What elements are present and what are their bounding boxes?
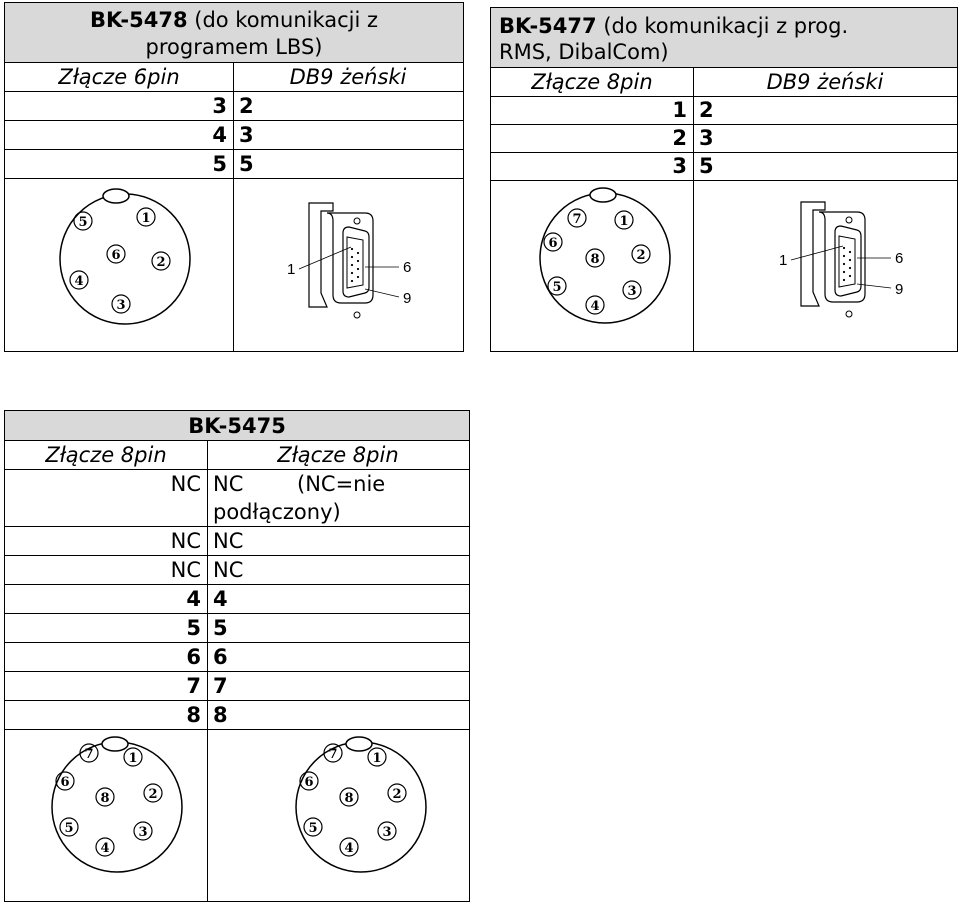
bk5475-pin-left: 7 <box>186 674 201 698</box>
table-row <box>5 150 463 179</box>
pin-label: 6 <box>548 236 558 251</box>
bk5478-pin-left: 5 <box>212 152 227 176</box>
bk5475-table <box>4 410 470 902</box>
bk5478-col-left: Złącze 6pin <box>58 65 180 89</box>
table-row <box>491 153 957 181</box>
bk5477-pin-left: 1 <box>672 98 687 122</box>
bk5478-db9-connector-diagram <box>281 197 431 327</box>
bk5475-col-right: Złącze 8pin <box>277 443 399 467</box>
pin-label: 3 <box>627 284 637 299</box>
db9-label-6: 6 <box>895 250 904 267</box>
table-row <box>5 614 469 643</box>
pin-label: 5 <box>308 821 318 836</box>
pin-label: 5 <box>64 821 74 836</box>
table-row <box>491 97 957 125</box>
bk5475-pin-left: 6 <box>186 645 201 669</box>
bk5478-col-header-row <box>5 63 463 92</box>
bk5475-right-8pin-connector-diagram <box>291 735 431 875</box>
table-row <box>5 672 469 701</box>
bk5478-pin-right: 3 <box>239 123 254 147</box>
bk5475-pin-left: NC <box>170 529 201 553</box>
bk5475-note-1: (NC=nie <box>297 472 386 496</box>
bk5475-pin-left: 4 <box>186 587 201 611</box>
bk5478-pin-left: 3 <box>212 94 227 118</box>
bk5475-col-header-row <box>5 441 469 470</box>
pin-label: 4 <box>344 841 354 856</box>
bk5475-pin-right: 7 <box>213 674 228 698</box>
table-row <box>5 643 469 672</box>
pin-label: 5 <box>78 215 88 230</box>
bk5475-pin-right: 6 <box>213 645 228 669</box>
db9-label-1: 1 <box>287 261 296 278</box>
db9-label-9: 9 <box>895 281 904 298</box>
pin-label: 3 <box>382 825 392 840</box>
pin-label: 1 <box>128 751 138 766</box>
bk5475-left-8pin-connector-diagram <box>47 735 187 875</box>
bk5477-8pin-connector-diagram <box>535 186 675 326</box>
bk5475-pin-left: 5 <box>186 616 201 640</box>
bk5475-title: BK-5475 <box>188 414 286 438</box>
bk5475-pin-left: 8 <box>186 703 201 727</box>
bk5477-pin-right: 5 <box>699 154 714 178</box>
bk5475-header <box>5 411 469 441</box>
pin-label: 2 <box>392 787 402 802</box>
pin-label: 3 <box>116 298 126 313</box>
db9-label-6: 6 <box>403 259 412 276</box>
bk5478-code: BK-5478 <box>89 8 188 32</box>
bk5477-title-rest-1: (do komunikacji z prog. <box>603 14 849 38</box>
pin-label: 6 <box>304 775 314 790</box>
bk5478-title-line-2: programem LBS) <box>145 35 323 59</box>
pin-label: 8 <box>590 252 600 267</box>
pin-label: 8 <box>344 791 354 806</box>
pin-label: 1 <box>372 751 382 766</box>
pin-label: 6 <box>60 775 70 790</box>
table-row <box>5 701 469 730</box>
bk5477-col-right: DB9 żeński <box>766 70 884 94</box>
pin-label: 7 <box>572 212 582 227</box>
pin-label: 4 <box>100 841 110 856</box>
bk5475-note-2: podłączony) <box>213 500 341 524</box>
bk5478-table <box>4 2 464 352</box>
bk5477-header <box>491 8 957 68</box>
table-row <box>5 527 469 556</box>
bk5478-title-rest-1: (do komunikacji z <box>194 8 379 32</box>
table-row <box>5 92 463 121</box>
bk5478-header <box>5 3 463 63</box>
bk5475-pin-right: NC <box>213 472 244 496</box>
bk5478-title-line-1 <box>5 7 463 34</box>
pin-label: 4 <box>590 299 600 314</box>
bk5478-pin-right: 5 <box>239 152 254 176</box>
pin-label: 2 <box>148 787 158 802</box>
bk5475-pin-right: 8 <box>213 703 228 727</box>
pin-label: 1 <box>619 214 629 229</box>
pin-label: 7 <box>328 747 338 762</box>
bk5477-title-line-2: RMS, DibalCom) <box>499 40 669 64</box>
bk5475-pin-left: NC <box>170 472 201 496</box>
bk5477-code: BK-5477 <box>499 14 597 38</box>
bk5475-pin-right: 4 <box>213 587 228 611</box>
bk5477-pin-right: 3 <box>699 126 714 150</box>
pin-label: 8 <box>100 791 110 806</box>
bk5477-table <box>490 7 958 352</box>
table-row <box>491 125 957 153</box>
pin-label: 3 <box>138 825 148 840</box>
pin-label: 2 <box>156 255 166 270</box>
bk5477-pin-left: 2 <box>672 126 687 150</box>
bk5475-pin-right: NC <box>213 529 244 553</box>
bk5475-pin-right: 5 <box>213 616 228 640</box>
pin-label: 1 <box>141 211 151 226</box>
table-row <box>5 470 469 527</box>
bk5478-pin-left: 4 <box>212 123 227 147</box>
table-row <box>5 121 463 150</box>
table-row <box>5 556 469 585</box>
bk5475-pin-right: NC <box>213 558 244 582</box>
bk5477-pin-left: 3 <box>672 154 687 178</box>
bk5477-db9-connector-diagram <box>773 196 923 326</box>
bk5477-pin-right: 2 <box>699 98 714 122</box>
pin-label: 7 <box>84 747 94 762</box>
pin-label: 6 <box>111 248 121 263</box>
bk5477-title-line-1 <box>499 13 957 39</box>
table-row <box>5 585 469 614</box>
bk5477-col-header-row <box>491 68 957 97</box>
bk5475-pin-left: NC <box>170 558 201 582</box>
db9-label-1: 1 <box>779 252 788 269</box>
pin-label: 4 <box>74 274 84 289</box>
bk5478-6pin-connector-diagram <box>55 187 195 327</box>
pin-label: 2 <box>636 248 646 263</box>
bk5478-col-right: DB9 żeński <box>289 65 407 89</box>
bk5477-col-left: Złącze 8pin <box>531 70 653 94</box>
bk5478-pin-right: 2 <box>239 94 254 118</box>
pin-label: 5 <box>552 280 562 295</box>
bk5475-col-left: Złącze 8pin <box>45 443 167 467</box>
db9-label-9: 9 <box>403 290 412 307</box>
